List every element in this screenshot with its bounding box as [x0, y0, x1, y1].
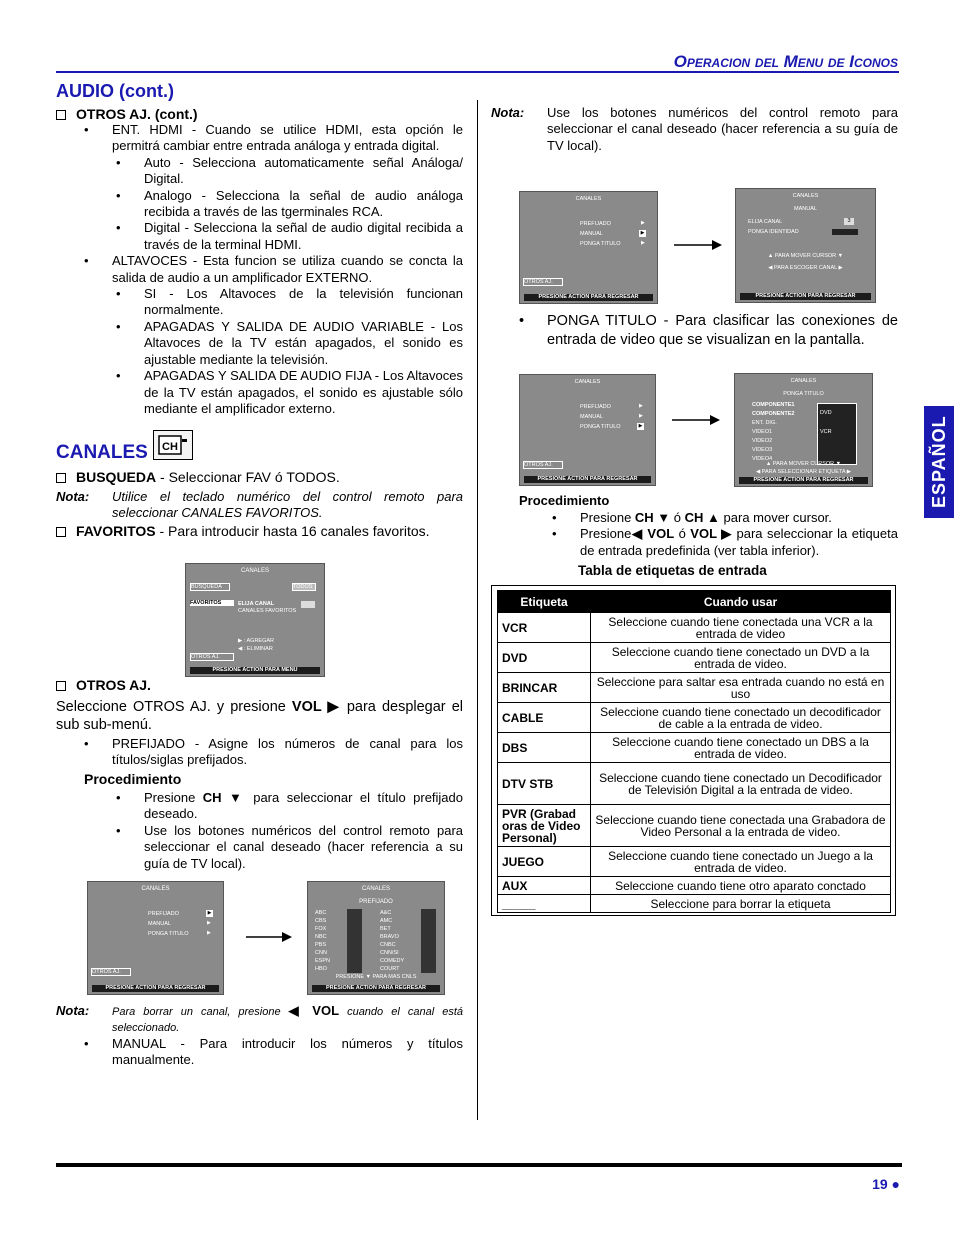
table-row [498, 805, 891, 847]
ponga-titulo-item [519, 312, 898, 350]
table-cell-description: Seleccione cuando tiene conectado un decodificador de cable a la entrada de video. [591, 703, 891, 733]
nota-label: Nota: [56, 489, 90, 504]
arrow-right-icon [672, 413, 722, 427]
screen-list-item: COMPONENTE2 [752, 411, 795, 417]
screen-list-item: BRAVO [380, 934, 399, 940]
screen-item: OTROS AJ. [91, 968, 131, 976]
vol-key: ◀ VOL [288, 1003, 340, 1018]
page-number: 19 ● [872, 1176, 900, 1192]
screen-item: ELIJA CANAL [748, 219, 783, 225]
list-item: • Auto - Selecciona automaticamente señal Análoga/ Digital. [116, 155, 463, 188]
text: para mover cursor. [719, 510, 832, 525]
table-cell-description: Seleccione cuando tiene otro aparato conctado [591, 877, 891, 895]
otros-cont-label: OTROS AJ. (cont.) [76, 106, 198, 122]
table-header: Cuando usar [591, 591, 891, 613]
labels-table [497, 590, 891, 913]
text: ó [674, 526, 691, 542]
checkbox-icon [56, 527, 66, 537]
list-item [116, 790, 463, 823]
screen-item: PRESIONE ▼ PARA MAS CNLS [335, 974, 417, 980]
screen-item: ELIJA CANAL [238, 601, 275, 607]
busqueda-text: - Seleccionar FAV ó TODOS. [156, 469, 340, 485]
screen-item: MANUAL [148, 921, 171, 927]
list-item [552, 526, 898, 559]
screen-bar: PRESIONE ACTION PARA REGRESAR [312, 985, 440, 992]
text: ó [670, 510, 685, 525]
dropdown-option: DVD [820, 410, 832, 416]
screen-arrow-icon: ▶ [641, 220, 645, 226]
table-body [498, 613, 891, 913]
nota-text: Utilice el teclado numérico del control remoto para seleccionar CANALES FAVORITOS. [112, 489, 463, 521]
procedimiento-heading: Procedimiento [519, 493, 610, 508]
table-cell-description: Seleccione cuando tiene conectado un Decodificador de Televisión Digital a la entrada de video. [591, 763, 891, 805]
procedimiento-list [116, 790, 463, 872]
table-cell-label: DTV STB [498, 763, 591, 805]
text: Para borrar un canal, presione [112, 1006, 289, 1018]
list-item: • MANUAL - Para introducir los números y títulos manualmente. [84, 1036, 463, 1069]
vol-key: ◀ VOL [631, 526, 675, 542]
arrow-right-icon [674, 238, 724, 252]
screen-title: CANALES [575, 196, 602, 202]
busqueda-label: BUSQUEDA [76, 469, 157, 485]
screen-item: MANUAL [794, 206, 817, 212]
channel-number-column [347, 909, 362, 973]
screen-arrow-icon: ▶ [639, 403, 643, 409]
table-row [498, 703, 891, 733]
header-rule [56, 71, 899, 73]
screen-list-item: VIDEO3 [752, 447, 773, 453]
table-cell-description: Seleccione cuando tiene conectado un DBS a la entrada de video. [591, 733, 891, 763]
table-cell-label: DBS [498, 733, 591, 763]
ch-key: CH ▼ [202, 790, 246, 805]
text: para seleccionar el título prefijado deseado. [144, 790, 464, 822]
ch-key: CH ▼ [634, 510, 671, 525]
channel-list-left [315, 909, 330, 973]
screen-list-item: CNBC [380, 942, 396, 948]
screen-item: PREFIJADO [580, 221, 611, 227]
screen-list-item: HBO [315, 966, 327, 972]
screen-item: ▲ PARA MOVER CURSOR ▼ [765, 461, 842, 467]
screen-list-item: ABC [315, 910, 327, 916]
column-divider [477, 100, 478, 1120]
table-row [498, 763, 891, 805]
otros-label: OTROS AJ. [76, 677, 151, 693]
table-cell-label: AUX [498, 877, 591, 895]
manual-item [84, 1036, 463, 1069]
prefijado-item [84, 736, 463, 769]
screen-item: PREFIJADO [580, 404, 611, 410]
page-header-title: Operacion del Menu de Iconos [673, 52, 898, 71]
screen-title: CANALES [361, 886, 390, 892]
screen-list-item: VIDEO4 [752, 456, 773, 462]
screen-item: ◀ PARA ESCOGER CANAL ▶ [768, 265, 843, 271]
screen-title: CANALES [574, 379, 601, 385]
table-cell-label: CABLE [498, 703, 591, 733]
vol-key: VOL ▶ [690, 526, 733, 542]
list-item: • Analogo - Selecciona la señal de audio análoga recibida a través de las tgerminales RCA. [116, 188, 463, 221]
nota-text [112, 1003, 463, 1036]
svg-text:CH: CH [162, 441, 178, 453]
table-cell-description: Seleccione cuando tiene conectado un Juego a la entrada de video. [591, 847, 891, 877]
table-header-row [498, 591, 891, 613]
table-cell-label: JUEGO [498, 847, 591, 877]
screen-item: BUSQUEDA [190, 583, 230, 591]
screen-bar: PRESIONE ACTION PARA REGRESAR [92, 985, 219, 992]
table-cell-label: DVD [498, 643, 591, 673]
screen-arrow-icon: ▶ [640, 230, 645, 236]
ch-key: CH ▲ [684, 510, 720, 525]
ponga-menu-screen [519, 374, 656, 486]
channel-list-right [380, 909, 404, 973]
text: cuando el canal está seleccionado. [112, 1006, 463, 1034]
screen-list-item: COMEDY [380, 958, 405, 964]
screen-input: 3 [844, 218, 854, 225]
screen-list-item: COURT [380, 966, 400, 972]
screen-item: MANUAL [580, 414, 603, 420]
screen-item: MANUAL [580, 231, 603, 237]
screen-item: ◀ PARA SELECCIONAR ETIQUETA ▶ [755, 469, 852, 475]
nota-label: Nota: [56, 1003, 90, 1018]
text: Presione [144, 790, 203, 805]
screen-arrow-icon: ▶ [638, 423, 643, 429]
footer-rule [56, 1163, 902, 1167]
dropdown-option: VCR [820, 429, 832, 435]
screen-arrow-icon: ▶ [207, 930, 211, 936]
screen-bar: PRESIONE ACTION PARA MENU [190, 667, 320, 674]
arrow-right-icon [246, 930, 294, 944]
table-row [498, 847, 891, 877]
otros-item [56, 677, 463, 693]
screen-list-item: COMPONENTE1 [752, 402, 795, 408]
table-cell-description: Seleccione para saltar esa entrada cuando no está en uso [591, 673, 891, 703]
screen-title: CANALES [240, 568, 269, 574]
screen-list-item: AMC [380, 918, 393, 924]
table-header: Etiqueta [498, 591, 591, 613]
screen-list-item: CNN/SI [380, 950, 399, 956]
list-item: • SI - Los Altavoces de la televisión funcionan normalmente. [116, 286, 463, 319]
screen-title: CANALES [790, 378, 817, 384]
list-item: • ALTAVOCES - Esta funcion se utiliza cuando se concta la salida de audio a un amplificador EXTERNO. [84, 253, 463, 286]
screen-item: PONGA TITULO [148, 931, 189, 937]
text: Presione [580, 526, 632, 542]
label-dropdown [817, 403, 857, 465]
checkbox-icon [56, 473, 66, 483]
screen-list-item: FOX [315, 926, 327, 932]
manual-screen [735, 188, 876, 303]
table-cell-description: Seleccione cuando tiene conectada una VCR a la entrada de video [591, 613, 891, 643]
screen-list-item: CBS [315, 918, 327, 924]
screen-list-item: ENT. DIG. [752, 420, 777, 426]
screen-item: TODOS [292, 583, 316, 591]
table-row [498, 643, 891, 673]
screen-item: OTROS AJ. [523, 461, 563, 469]
list-item: • APAGADAS Y SALIDA DE AUDIO FIJA - Los Altavoces de la TV están apagados, el sonido es ajustable sólo mediante el amplificador externo. [116, 368, 463, 417]
screen-item: PREFIJADO [148, 911, 179, 917]
prefijado-screen [307, 881, 445, 995]
screen-title: CANALES [141, 886, 170, 892]
favoritos-item [56, 523, 463, 540]
manual-menu-screen [519, 191, 658, 304]
screen-list-item: VIDEO1 [752, 429, 773, 435]
favoritos-screen [185, 563, 325, 677]
screen-item: PREFIJADO [359, 899, 393, 905]
screen-arrow-icon: ▶ [639, 413, 643, 419]
otros-intro [56, 698, 463, 734]
screen-item: PONGA TITULO [580, 241, 621, 247]
screen-bar: PRESIONE ACTION PARA REGRESAR [739, 477, 868, 484]
screen-list-item: VIDEO2 [752, 438, 773, 444]
screen-item: FAVORITOS [190, 600, 234, 606]
screen-list-item: PBS [315, 942, 327, 948]
table-row [498, 673, 891, 703]
table-cell-label: _____ [498, 895, 591, 913]
screen-input [301, 601, 315, 608]
screen-list-item: A&C [380, 910, 392, 916]
otros-screen [87, 881, 224, 995]
busqueda-item [56, 469, 463, 485]
screen-item: PONGA IDENTIDAD [748, 229, 799, 235]
screen-item: PONGA TITULO [783, 391, 824, 397]
text: Presione [580, 510, 635, 525]
favoritos-text: - Para introducir hasta 16 canales favoritos. [155, 523, 430, 539]
table-cell-label: VCR [498, 613, 591, 643]
ponga-titulo-screen [734, 373, 873, 487]
screen-bar: PRESIONE ACTION PARA REGRESAR [524, 476, 651, 483]
list-item [552, 510, 898, 526]
table-row [498, 877, 891, 895]
list-item: • APAGADAS Y SALIDA DE AUDIO VARIABLE - Los Altavoces de la TV están apagados, el sonido es ajustable mediante la televisión. [116, 319, 463, 368]
table-row [498, 733, 891, 763]
vol-key: VOL ▶ [291, 699, 341, 715]
screen-item: PONGA TITULO [580, 424, 621, 430]
procedimiento-list [552, 510, 898, 559]
channel-number-column [421, 909, 436, 973]
otros-cont-list [84, 122, 463, 417]
audio-cont-title: AUDIO (cont.) [56, 81, 174, 101]
screen-list-item: NBC [315, 934, 327, 940]
screen-arrow-icon: ▶ [207, 920, 211, 926]
screen-arrow-icon: ▶ [641, 240, 645, 246]
screen-item: OTROS AJ. [523, 278, 563, 286]
screen-arrow-icon: ▶ [207, 910, 212, 916]
list-item: • PREFIJADO - Asigne los números de canal para los títulos/siglas prefijados. [84, 736, 463, 769]
screen-item: ▲ PARA MOVER CURSOR ▼ [767, 253, 844, 259]
canales-title: CANALES [56, 442, 148, 463]
list-item: • PONGA TITULO - Para clasificar las conexiones de entrada de video que se visualizan en la pantalla. [519, 312, 898, 350]
procedimiento-heading: Procedimiento [84, 771, 182, 787]
text: para seleccionar la etiqueta de entrada predefinida (ver tabla inferior). [580, 526, 898, 558]
screen-item: ▶ : AGREGAR [238, 638, 275, 644]
text: Seleccione OTROS AJ. y presione [56, 699, 292, 715]
table-row [498, 613, 891, 643]
text: para desplegar el sub sub-menú. [56, 699, 464, 733]
screen-list-item: ESPN [315, 958, 330, 964]
nota-label: Nota: [491, 105, 525, 120]
screen-item: OTROS AJ. [190, 653, 234, 661]
favoritos-label: FAVORITOS [76, 523, 156, 539]
screen-bar: PRESIONE ACTION PARA REGRESAR [740, 293, 871, 300]
table-row [498, 895, 891, 913]
table-cell-description: Seleccione cuando tiene conectado un DVD a la entrada de video. [591, 643, 891, 673]
screen-bar: PRESIONE ACTION PARA REGRESAR [524, 294, 653, 301]
screen-title: CANALES [792, 193, 819, 199]
list-item: • ENT. HDMI - Cuando se utilice HDMI, esta opción le permitrá cambiar entre entrada análoga y entrada digital. [84, 122, 463, 155]
nota-text: Use los botones numéricos del control remoto para seleccionar el canal deseado (hacer referencia a su guía de TV local). [547, 105, 898, 153]
table-cell-label: BRINCAR [498, 673, 591, 703]
screen-item: ◀ : ELIMINAR [238, 646, 273, 652]
table-cell-description: Seleccione para borrar la etiqueta [591, 895, 891, 913]
screen-list-item: CNN [315, 950, 327, 956]
screen-list-item: BET [380, 926, 391, 932]
list-item: • Use los botones numéricos del control remoto para seleccionar el canal deseado (hacer referencia a su guía de TV local). [116, 823, 463, 872]
input-list [752, 401, 794, 464]
checkbox-icon [56, 110, 66, 120]
otros-cont-heading [56, 106, 463, 122]
table-cell-description: Seleccione cuando tiene conectada una Grabadora de Video Personal a la entrada de video. [591, 805, 891, 847]
list-item: • Digital - Selecciona la señal de audio digital recibida a través de la terminal HDMI. [116, 220, 463, 253]
screen-input [832, 229, 858, 235]
checkbox-icon [56, 681, 66, 691]
table-cell-label: PVR (Grabad oras de Video Personal) [498, 805, 591, 847]
table-title: Tabla de etiquetas de entrada [578, 563, 767, 578]
language-tab: ESPAÑOL [924, 406, 954, 518]
channel-icon [153, 430, 193, 460]
screen-item: CANALES FAVORITOS [238, 608, 297, 614]
